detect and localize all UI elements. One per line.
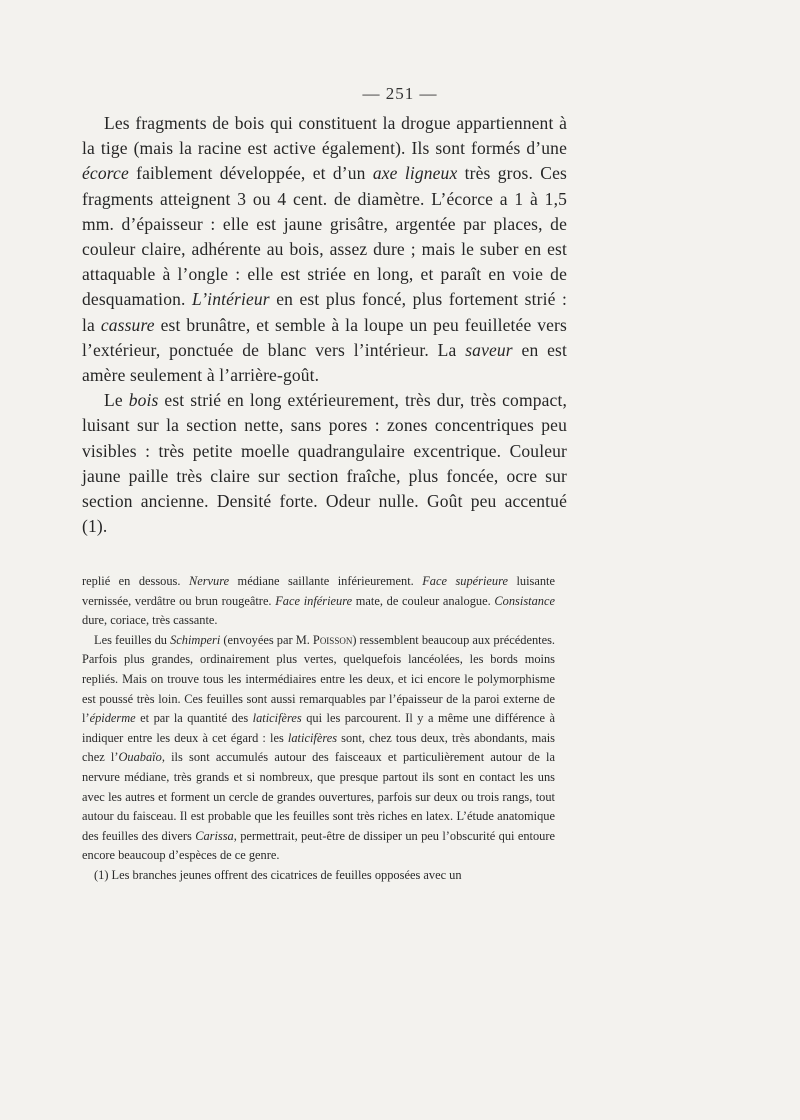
text-run: qui les parcourent. Il y a même une différence à indiquer entre les deux à cet égard : les	[82, 711, 555, 745]
text-run: et par la quantité des	[135, 711, 253, 726]
text-run: médiane saillante inférieurement.	[229, 574, 423, 588]
text-run: sont, chez tous deux, très abondants, mais chez l’	[82, 730, 555, 765]
text-run: faiblement développée, et d’un	[128, 163, 373, 184]
text-run: luisante vernissée, verdâtre ou brun rougeâtre.	[82, 574, 555, 608]
text-run: replié en dessous.	[82, 574, 189, 588]
paragraph	[82, 388, 567, 539]
footnotes	[82, 572, 555, 886]
text-run: mate, de couleur analogue.	[352, 593, 495, 608]
italic-run: laticifères	[252, 711, 302, 726]
footnote-paragraph	[82, 631, 555, 866]
italic-run: L’intérieur	[191, 289, 270, 310]
italic-run: Ouabaïo	[118, 750, 162, 765]
footnote-1	[82, 866, 555, 886]
italic-run: épiderme	[89, 711, 136, 726]
footnote-continuation	[82, 572, 555, 631]
text-run: en est amère seulement à l’arrière-goût.	[82, 339, 567, 386]
text-run: Les feuilles du	[94, 632, 171, 647]
paragraph	[82, 111, 567, 388]
text-run: , ils sont accumulés autour des faisceaux et particulièrement autour de la nervure médiane, très grands et si nombreux, que presque partout ils sont en contact les uns avec les autres et forment un cercle de grandes ouvertures, parfois sur deux ou trois rangs, tout autour du faisceau. Il est probable que les feuilles sont très riches en latex. L’étude anatomique des feuilles des divers	[82, 750, 555, 843]
text-run: Les fragments de bois qui constituent la drogue appartiennent à la tige (mais la racine est active également). Ils sont formés d’une	[82, 113, 567, 159]
text-run: (envoyées par M.	[220, 632, 313, 647]
italic-run: Face inférieure	[275, 593, 353, 608]
italic-run: Face supérieure	[422, 574, 508, 588]
text-run: Le	[104, 390, 129, 411]
text-run: dure, coriace, très cassante.	[82, 613, 218, 628]
italic-run: Consistance	[494, 593, 555, 608]
italic-run: écorce	[82, 163, 129, 184]
italic-run: axe ligneux	[372, 163, 458, 184]
page-number: — 251 —	[362, 84, 438, 103]
main-text	[82, 111, 567, 539]
italic-run: Carissa	[195, 828, 234, 843]
italic-run: cassure	[100, 314, 155, 335]
text-run: est brunâtre, et semble à la loupe un peu feuilletée vers l’extérieur, ponctuée de blanc vers l’intérieur. La	[82, 314, 567, 360]
text-run: ) ressemblent beaucoup aux précédentes. Parfois plus grandes, ordinairement plus vertes, quelquefois lancéolées, les bords moins repliés. Mais on trouve tous les intermédiaires entre les deux, et ici encore le polymorphisme est poussé très loin. Ces feuilles sont aussi remarquables par l’épaisseur de la paroi externe de l’	[82, 632, 555, 726]
italic-run: saveur	[465, 339, 513, 360]
italic-run: Schimperi	[170, 632, 221, 647]
smallcaps-run: Poisson	[312, 632, 353, 647]
text-run: en est plus foncé, plus fortement strié : la	[82, 289, 567, 335]
italic-run: bois	[128, 390, 159, 411]
italic-run: Nervure	[188, 574, 230, 588]
text-run: (1) Les branches jeunes offrent des cicatrices de feuilles opposées avec un	[94, 867, 462, 882]
text-run: est strié en long extérieurement, très dur, très compact, luisant sur la section nette, sans pores : zones concentriques peu visibles : très petite moelle quadrangulaire excentrique. Couleur jaune paille très claire sur section fraîche, plus foncée, ocre sur section ancienne. Densité forte. Odeur nulle. Goût peu accentué (1).	[82, 390, 567, 537]
text-run: , permettrait, peut-être de dissiper un peu l’obscurité qui entoure encore beaucoup d’espèces de ce genre.	[82, 828, 555, 863]
italic-run: laticifères	[287, 730, 338, 745]
text-run: très gros. Ces fragments atteignent 3 ou 4 cent. de diamètre. L’écorce a 1 à 1,5 mm. d’épaisseur : elle est jaune grisâtre, argentée par places, de couleur claire, adhérente au bois, assez dure ; mais le suber en est attaquable à l’ongle : elle est striée en long, et paraît en voie de desquamation.	[82, 163, 567, 310]
